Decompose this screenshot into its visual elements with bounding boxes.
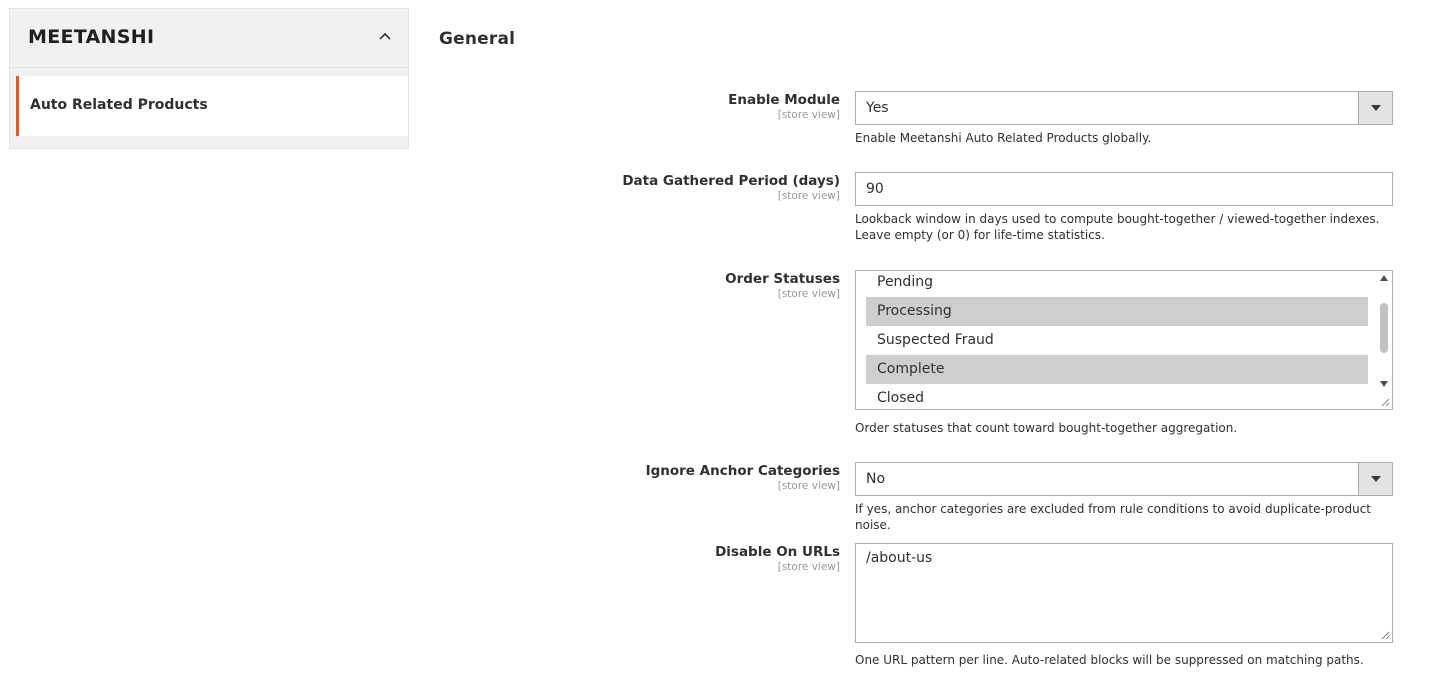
field-label: Order Statuses bbox=[725, 271, 840, 287]
field-note: If yes, anchor categories are excluded from rule conditions to avoid duplicate-product noise. bbox=[855, 502, 1371, 532]
triangle-down-icon[interactable] bbox=[1358, 92, 1392, 124]
disable-urls-label bbox=[715, 544, 840, 573]
sidebar-body bbox=[9, 68, 409, 149]
sidebar-item-auto-related-products[interactable] bbox=[16, 76, 408, 136]
ignore-anchor-label bbox=[646, 463, 840, 492]
data-period-control bbox=[855, 172, 1393, 243]
chevron-up-icon[interactable] bbox=[378, 29, 392, 43]
section-title: General bbox=[439, 29, 516, 49]
triangle-down-icon[interactable] bbox=[1358, 463, 1392, 495]
disable-urls-textarea[interactable] bbox=[855, 543, 1393, 643]
scope-label: [store view] bbox=[777, 480, 840, 492]
data-period-label bbox=[622, 173, 840, 202]
field-note: Lookback window in days used to compute bought-together / viewed-together indexes. Leave empty (or 0) for life-time statistics. bbox=[855, 212, 1380, 242]
option-closed[interactable]: Closed bbox=[877, 390, 925, 406]
enable-module-select[interactable] bbox=[855, 91, 1393, 125]
disable-urls-control bbox=[855, 543, 1393, 668]
field-note: Enable Meetanshi Auto Related Products globally. bbox=[855, 131, 1152, 145]
sidebar-header[interactable] bbox=[9, 8, 409, 68]
data-period-input[interactable] bbox=[855, 172, 1393, 206]
input-value: 90 bbox=[866, 181, 884, 197]
scope-label: [store view] bbox=[777, 109, 840, 121]
scope-label: [store view] bbox=[777, 288, 840, 300]
scope-label: [store view] bbox=[777, 561, 840, 573]
brand-logo: MEETANSHI bbox=[28, 26, 155, 48]
enable-module-label bbox=[728, 92, 840, 121]
scope-label: [store view] bbox=[777, 190, 840, 202]
sidebar-item-label: Auto Related Products bbox=[30, 97, 208, 113]
ignore-anchor-select[interactable] bbox=[855, 462, 1393, 496]
option-complete[interactable]: Complete bbox=[866, 355, 1368, 384]
enable-module-control bbox=[855, 91, 1393, 146]
option-pending[interactable]: Pending bbox=[877, 274, 933, 290]
option-suspected-fraud[interactable]: Suspected Fraud bbox=[877, 332, 994, 348]
resize-handle-icon[interactable] bbox=[1380, 630, 1390, 640]
select-value: No bbox=[866, 471, 886, 487]
textarea-value: /about-us bbox=[866, 550, 933, 566]
field-label: Ignore Anchor Categories bbox=[645, 463, 840, 479]
order-statuses-multiselect[interactable] bbox=[855, 270, 1393, 410]
sidebar bbox=[9, 8, 409, 149]
field-label: Disable On URLs bbox=[715, 544, 840, 560]
option-processing[interactable]: Processing bbox=[866, 297, 1368, 326]
select-value: Yes bbox=[866, 100, 889, 116]
field-note: Order statuses that count toward bought-together aggregation. bbox=[855, 421, 1238, 435]
scroll-up-icon[interactable] bbox=[1380, 275, 1388, 281]
scrollbar-thumb[interactable] bbox=[1380, 303, 1388, 353]
ignore-anchor-control bbox=[855, 462, 1393, 533]
field-label: Enable Module bbox=[728, 92, 840, 108]
field-label: Data Gathered Period (days) bbox=[622, 173, 840, 189]
order-statuses-label bbox=[725, 271, 840, 300]
order-statuses-control bbox=[855, 270, 1393, 436]
scroll-down-icon[interactable] bbox=[1380, 381, 1388, 387]
field-note: One URL pattern per line. Auto-related blocks will be suppressed on matching paths. bbox=[855, 653, 1364, 667]
resize-handle-icon[interactable] bbox=[1380, 397, 1390, 407]
